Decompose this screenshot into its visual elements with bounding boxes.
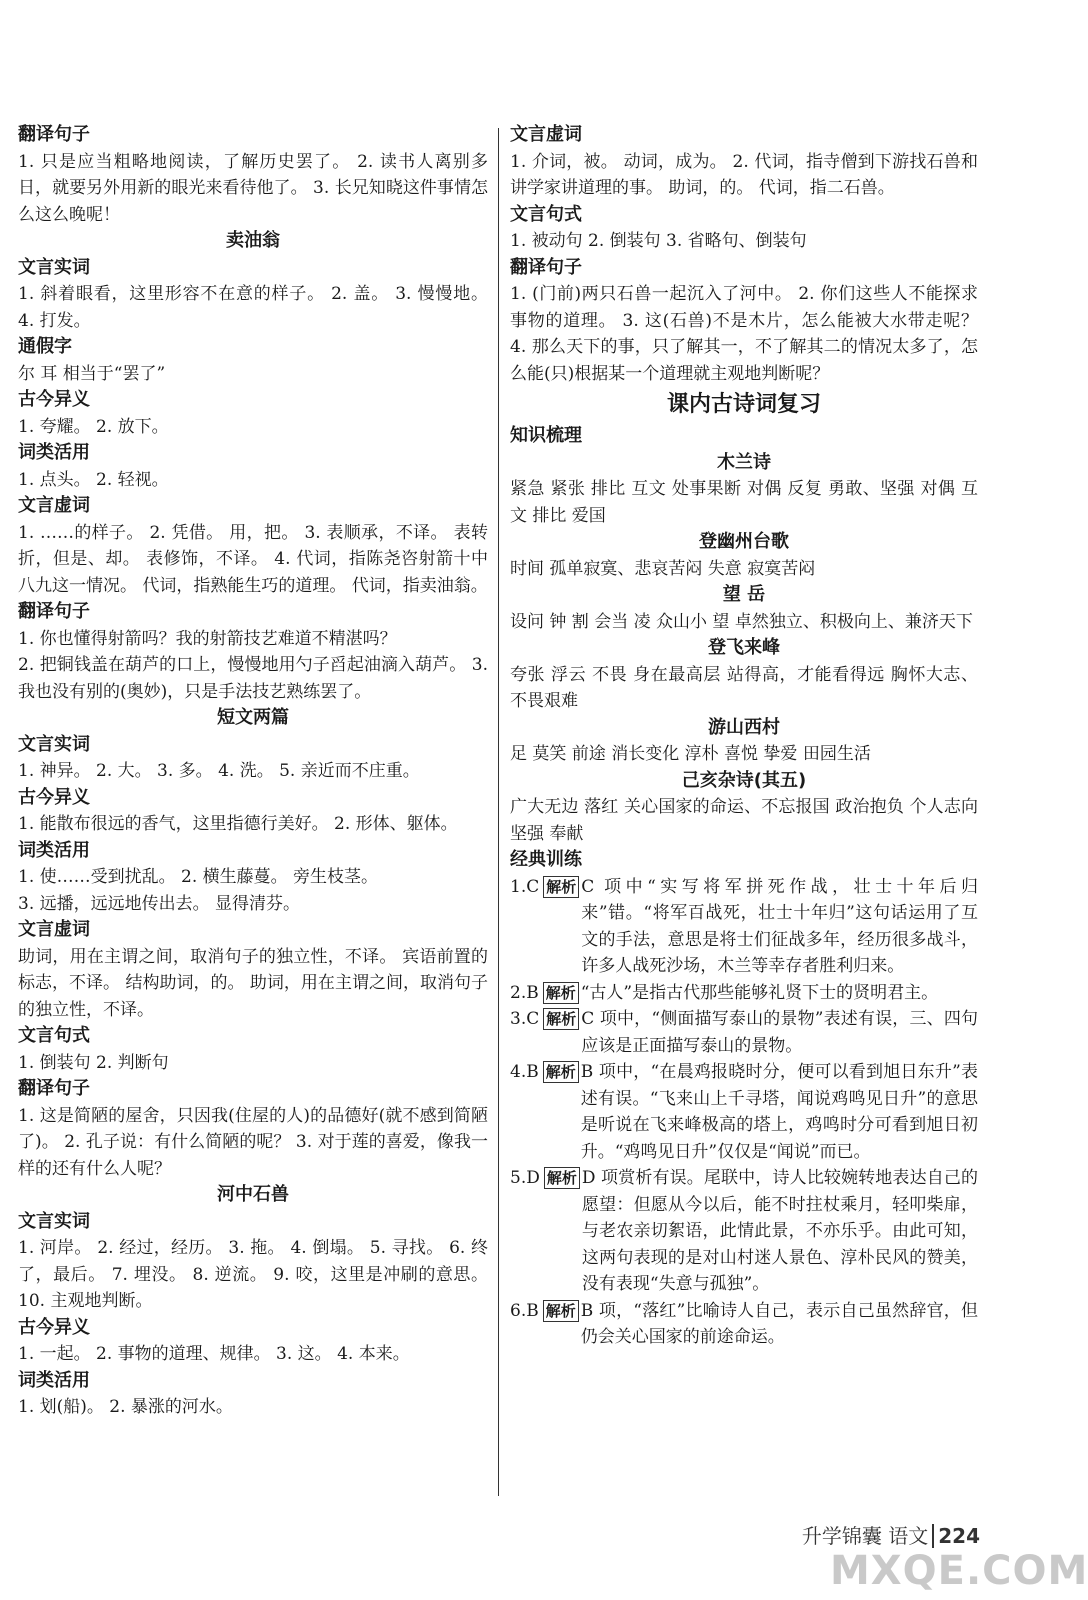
article-title: 登幽州台歌 (699, 531, 789, 552)
paragraph: 1. 你也懂得射箭吗？我的射箭技艺难道不精湛吗？ (18, 628, 397, 649)
paragraph: 紧急 紧张 排比 互文 处事果断 对偶 反复 勇敢、坚强 对偶 互文 排比 爱国 (510, 479, 978, 526)
article-title: 卖油翁 (226, 230, 280, 251)
answer-explanation: B 项中，“在晨鸡报晓时分，便可以看到旭日东升”表述有误。“飞来山上千寻塔，闻说鸡鸣见日升”的意思是听说在飞来峰极高的塔上，鸡鸣时分可看到旭日初升。“鸡鸣见日升”仅仅是“闻说”而已。 (580, 1062, 978, 1162)
book-title: 升学锦囊 语文 (801, 1524, 929, 1548)
page-number: 224 (932, 1524, 980, 1548)
section-heading: 文言虚词 (18, 495, 90, 516)
paragraph: 夸张 浮云 不畏 身在最高层 站得高，才能看得远 胸怀大志、不畏艰难 (510, 664, 978, 711)
paragraph: 1. 介词，被。 动词，成为。 2. 代词，指寺僧到下游找石兽和讲学家讲道理的事。 助词，的。 代词，指二石兽。 (510, 151, 978, 198)
answer-choice: 5.D (510, 1168, 540, 1188)
answer-explanation: D 项赏析有误。尾联中，诗人比较婉转地表达自己的愿望：但愿从今以后，能不时拄杖乘月，轻叩柴扉，与老农亲切絮语，此情此景，不亦乐乎。由此可知，这两句表现的是对山村迷人景色、淳朴民风的赞美，没有表现“失意与孤独”。 (581, 1168, 978, 1294)
paragraph: 1. 点头。 2. 轻视。 (18, 469, 169, 490)
section-heading: 文言虚词 (510, 124, 582, 145)
paragraph: 1. 神异。 2. 大。 3. 多。 4. 洗。 5. 亲近而不庄重。 (18, 761, 420, 781)
section-heading: 文言实词 (18, 1210, 90, 1232)
paragraph: 设问 钟 割 会当 凌 众山小 望 卓然独立、积极向上、兼济天下 (510, 611, 973, 632)
answer-item (510, 1298, 978, 1351)
paragraph: 1. 一起。 2. 事物的道理、规律。 3. 这。 4. 本来。 (18, 1344, 410, 1364)
article-title: 短文两篇 (217, 707, 289, 728)
paragraph: 时间 孤单寂寞、悲哀苦闷 失意 寂寞苦闷 (510, 558, 816, 579)
paragraph: 足 莫笑 前途 消长变化 淳朴 喜悦 挚爱 田园生活 (510, 744, 871, 764)
answer-choice: 2.B (510, 982, 539, 1003)
section-heading: 词类活用 (18, 1369, 90, 1391)
section-heading: 翻译句子 (18, 601, 90, 622)
paragraph: 1. 能散布很远的香气，这里指德行美好。 2. 形体、躯体。 (18, 814, 458, 834)
analysis-tag: 解析 (543, 1061, 579, 1083)
article-title: 登飞来峰 (708, 637, 780, 658)
section-heading: 文言实词 (18, 256, 90, 278)
section-heading: 词类活用 (18, 839, 90, 861)
section-heading: 文言句式 (18, 1025, 90, 1046)
article-title: 己亥杂诗(其五) (681, 769, 807, 791)
article-title: 河中石兽 (217, 1184, 289, 1205)
answer-explanation: “古人”是指古代那些能够礼贤下士的贤明君主。 (580, 982, 939, 1003)
answer-item (510, 1165, 978, 1298)
analysis-tag: 解析 (543, 1008, 579, 1030)
paragraph: 2. 把铜钱盖在葫芦的口上，慢慢地用勺子舀起油滴入葫芦。 3. 我也没有别的(奥妙)，只是手法技艺熟练罢了。 (18, 655, 488, 702)
section-heading: 通假字 (18, 336, 72, 357)
paragraph: 1. 这是简陋的屋舍，只因我(住屋的人)的品德好(就不感到简陋了)。 2. 孔子说：有什么简陋的呢？ 3. 对于莲的喜爱，像我一样的还有什么人呢？ (18, 1105, 488, 1179)
analysis-tag: 解析 (543, 982, 579, 1004)
analysis-tag: 解析 (544, 1167, 580, 1189)
section-heading: 古今异义 (18, 786, 90, 808)
paragraph: 1. (门前)两只石兽一起沉入了河中。 2. 你们这些人不能探求事物的道理。 3. 这(石兽)不是木片，怎么能被大水带走呢？ 4. 那么天下的事，只了解其一，不了解其二的情况太多了，怎么能(只)根据某一个道理就主观地判断呢？ (510, 284, 978, 384)
paragraph: 1. 河岸。 2. 经过，经历。 3. 拖。 4. 倒塌。 5. 寻找。 6. 终了，最后。 7. 埋没。 8. 逆流。 9. 咬，这里是冲刷的意思。 10. 主观地判断。 (18, 1238, 488, 1311)
answer-item (510, 874, 978, 980)
answer-choice: 3.C (510, 1009, 540, 1029)
section-heading: 古今异义 (18, 1316, 90, 1338)
paragraph: 1. 被动句 2. 倒装句 3. 省略句、倒装句 (510, 231, 807, 251)
answer-item (510, 1006, 978, 1059)
paragraph: 3. 远播，远远地传出去。 显得清芬。 (18, 893, 301, 914)
answer-explanation: C 项中“实写将军拼死作战，壮士十年后归来”错。“将军百战死，壮士十年归”这句话运用了互文的手法，意思是将士们征战多年，经历很多战斗，许多人战死沙场，木兰等幸存者胜利归来。 (581, 876, 978, 976)
page-footer (720, 1520, 980, 1549)
answer-choice: 4.B (510, 1062, 539, 1082)
article-title: 游山西村 (708, 716, 780, 738)
section-heading: 古今异义 (18, 389, 90, 410)
paragraph: 1. 使……受到扰乱。 2. 横生藤蔓。 旁生枝茎。 (18, 867, 379, 887)
watermark: MXQE.COM (830, 1548, 1088, 1594)
answer-choice: 1.C (510, 876, 540, 897)
paragraph: 1. 斜着眼看，这里形容不在意的样子。 2. 盖。 3. 慢慢地。 4. 打发。 (18, 284, 488, 331)
answer-choice: 6.B (510, 1300, 539, 1321)
column-divider (498, 128, 499, 1496)
right-column (510, 122, 978, 1351)
paragraph: 尔 耳 相当于“罢了” (18, 363, 166, 384)
paragraph: 1. ……的样子。 2. 凭借。 用，把。 3. 表顺承，不译。 表转折，但是、却。 表修饰，不译。 4. 代词，指陈尧咨射箭十中八九这一情况。 代词，指熟能生巧的道理。 代词，指卖油翁。 (18, 522, 488, 596)
paragraph: 1. 倒装句 2. 判断句 (18, 1052, 169, 1073)
article-title: 木兰诗 (717, 451, 771, 473)
section-heading: 词类活用 (18, 442, 90, 463)
section-heading: 文言实词 (18, 733, 90, 755)
answer-explanation: C 项中，“侧面描写泰山的景物”表述有误，三、四句应该是正面描写泰山的景物。 (581, 1009, 978, 1056)
analysis-tag: 解析 (543, 876, 579, 898)
section-heading: 翻译句子 (510, 256, 582, 278)
analysis-tag: 解析 (543, 1300, 579, 1322)
section-heading: 翻译句子 (18, 124, 90, 145)
section-heading: 知识梳理 (510, 425, 582, 446)
paragraph: 1. 夸耀。 2. 放下。 (18, 416, 169, 437)
paragraph: 广大无边 落红 关心国家的命运、不忘报国 政治抱负 个人志向 坚强 奉献 (510, 797, 978, 844)
left-column (18, 122, 488, 1421)
section-heading: 翻译句子 (18, 1078, 90, 1099)
chapter-title: 课内古诗词复习 (666, 392, 821, 417)
paragraph: 1. 只是应当粗略地阅读，了解历史罢了。 2. 读书人离别多日，就要另外用新的眼光来看待他了。 3. 长兄知晓这件事情怎么这么晚呢！ (18, 151, 488, 225)
section-heading: 经典训练 (510, 849, 582, 870)
article-title: 望 岳 (722, 584, 766, 605)
answer-item (510, 980, 978, 1007)
answer-item (510, 1059, 978, 1165)
section-heading: 文言虚词 (18, 919, 90, 940)
section-heading: 文言句式 (510, 203, 582, 225)
answer-explanation: B 项，“落红”比喻诗人自己，表示自己虽然辞官，但仍会关心国家的前途命运。 (580, 1300, 978, 1347)
paragraph: 助词，用在主谓之间，取消句子的独立性，不译。 宾语前置的标志，不译。 结构助词，的。 助词，用在主谓之间，取消句子的独立性，不译。 (18, 946, 488, 1020)
paragraph: 1. 划(船)。 2. 暴涨的河水。 (18, 1397, 233, 1417)
